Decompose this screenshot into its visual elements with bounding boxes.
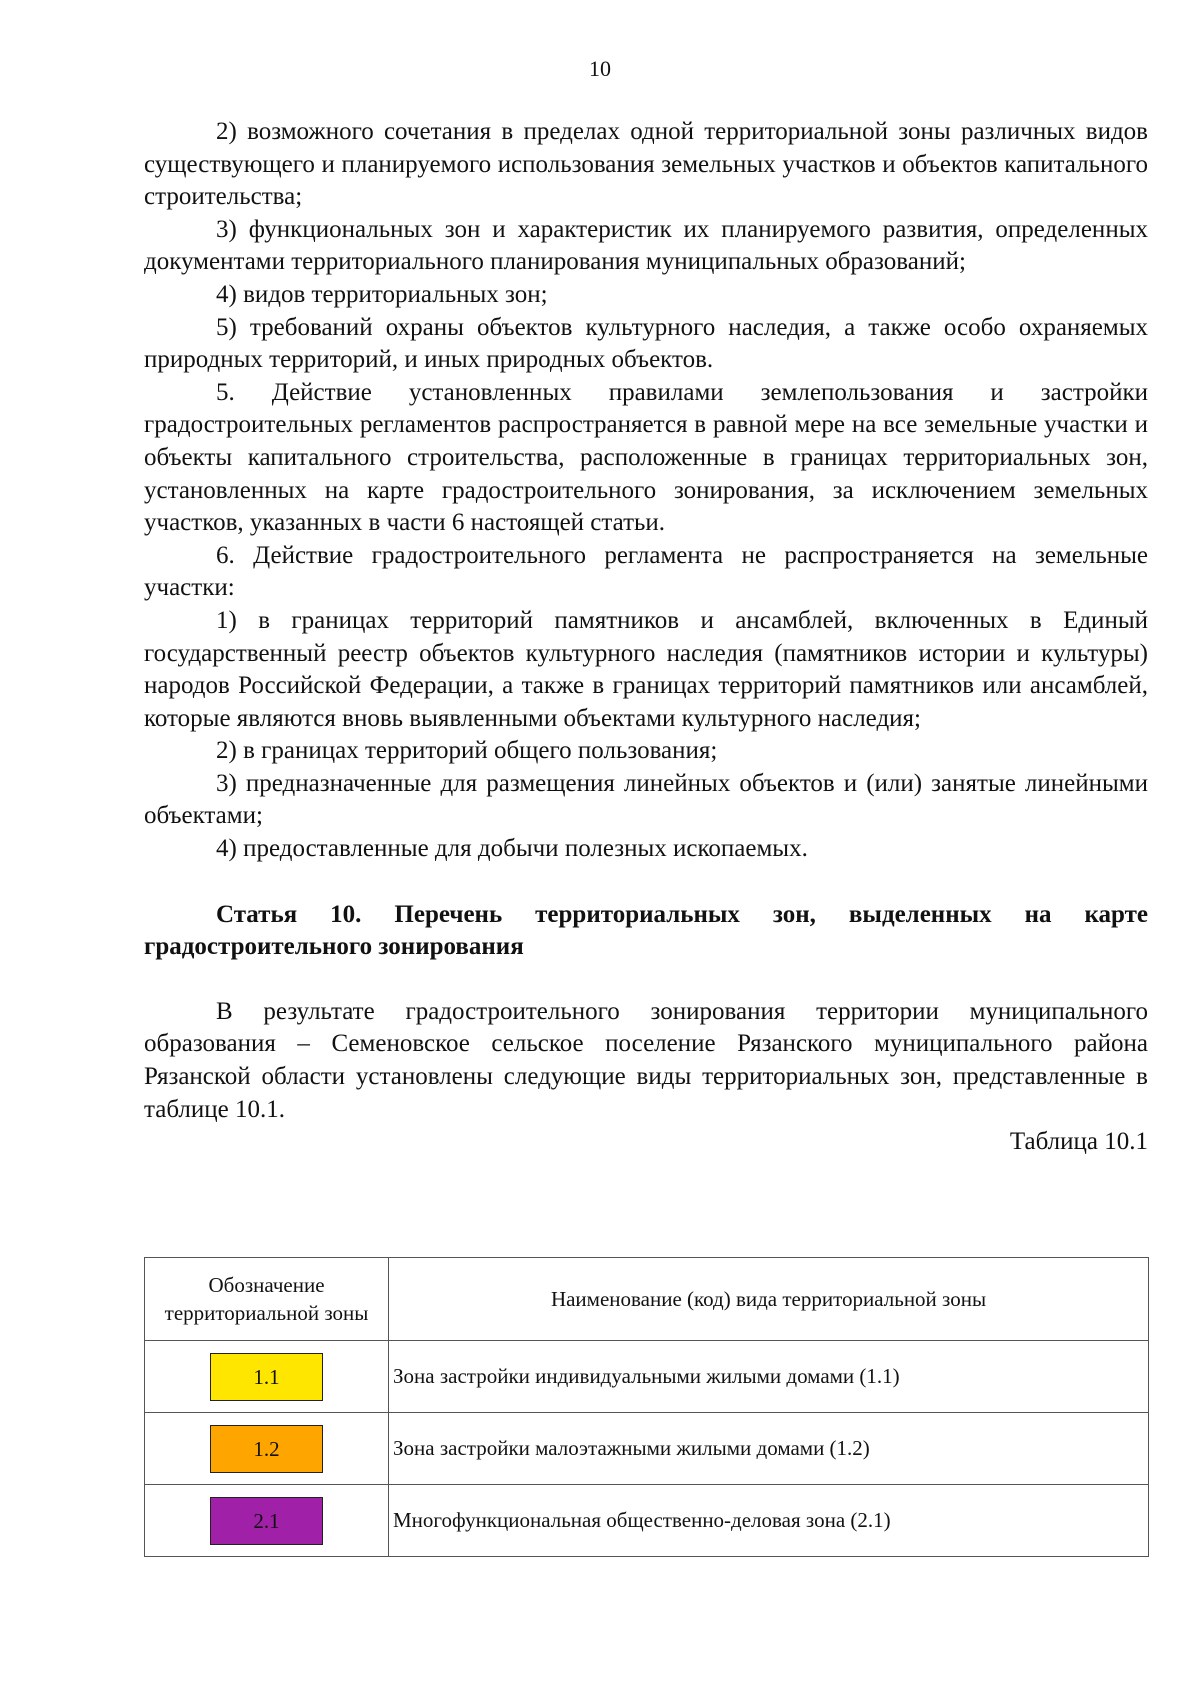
zone-code-cell: [145, 1341, 389, 1413]
paragraph: 5) требований охраны объектов культурного наследия, а также особо охраняемых природных территорий, и иных природных объектов.: [144, 313, 1148, 374]
zone-name-cell: Многофункциональная общественно-деловая зона (2.1): [389, 1485, 1149, 1557]
zone-name-cell: Зона застройки малоэтажными жилыми домами (1.2): [389, 1413, 1149, 1485]
header-zone-code: Обозначение территориальной зоны: [145, 1258, 389, 1341]
zone-color-swatch: 1.2: [210, 1425, 323, 1473]
paragraph: 6. Действие градостроительного регламента не распространяется на земельные участки:: [144, 541, 1148, 602]
zone-color-swatch: 1.1: [210, 1353, 323, 1401]
zone-name-cell: Зона застройки индивидуальными жилыми домами (1.1): [389, 1341, 1149, 1413]
page-number: 10: [589, 56, 611, 81]
paragraph: 5. Действие установленных правилами землепользования и застройки градостроительных регламентов распространяется в равной мере на все земельные участки и объекты капитального строительства, расположенные в границах территориальных зон, установленных на карте градостроительного зонирования, за исключением земельных участков, указанных в части 6 настоящей статьи.: [144, 378, 1148, 537]
header-zone-name: Наименование (код) вида территориальной зоны: [389, 1258, 1149, 1341]
paragraph: 3) предназначенные для размещения линейных объектов и (или) занятые линейными объектами;: [144, 769, 1148, 830]
table-row: [145, 1341, 1149, 1413]
paragraph: 4) видов территориальных зон;: [216, 280, 548, 308]
zones-table: [144, 1257, 1149, 1557]
table-caption: Таблица 10.1: [1009, 1128, 1148, 1156]
intro-paragraph: В результате градостроительного зонирования территории муниципального образования – Семеновское сельское поселение Рязанского муниципального района Рязанской области установлены следующие виды территориальных зон, представленные в таблице 10.1.: [144, 997, 1148, 1123]
document-body: [144, 116, 1148, 1159]
zone-code-cell: [145, 1485, 389, 1557]
table-row: [145, 1485, 1149, 1557]
paragraph: 2) в границах территорий общего пользования;: [216, 737, 718, 765]
zone-code-cell: [145, 1413, 389, 1485]
table-row: [145, 1413, 1149, 1485]
paragraph: 3) функциональных зон и характеристик их планируемого развития, определенных документами территориального планирования муниципальных образований;: [144, 215, 1148, 276]
paragraph: 1) в границах территорий памятников и ансамблей, включенных в Единый государственный реестр объектов культурного наследия (памятников истории и культуры) народов Российской Федерации, а также в границах территорий памятников или ансамблей, которые являются вновь выявленными объектами культурного наследия;: [144, 606, 1148, 732]
article-heading: Статья 10. Перечень территориальных зон, выделенных на карте градостроительного зонирования: [144, 900, 1148, 961]
paragraph: 4) предоставленные для добычи полезных ископаемых.: [216, 835, 808, 863]
paragraph: 2) возможного сочетания в пределах одной территориальной зоны различных видов существующего и планируемого использования земельных участков и объектов капитального строительства;: [144, 118, 1148, 211]
zone-color-swatch: 2.1: [210, 1497, 323, 1545]
table-header-row: [145, 1258, 1149, 1341]
